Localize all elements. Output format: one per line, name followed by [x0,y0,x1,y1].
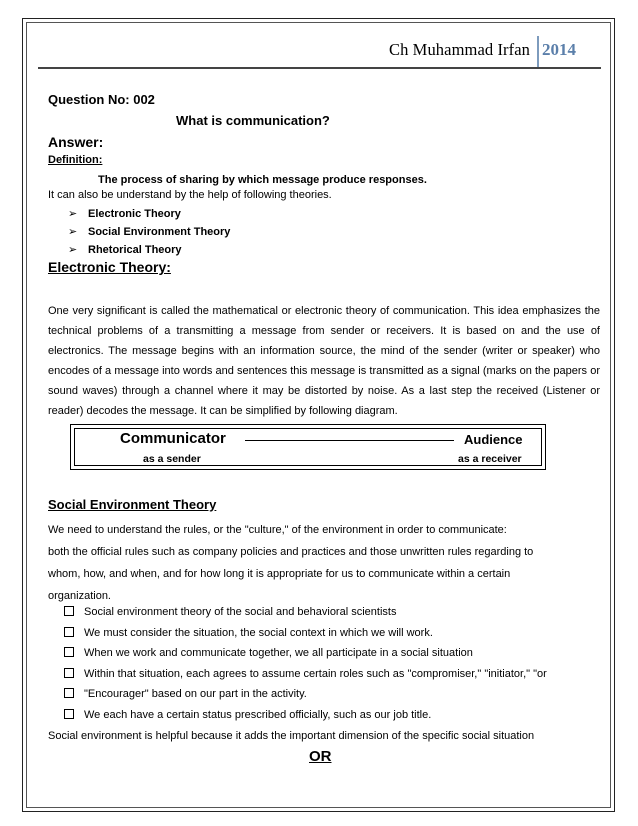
theory-item: ➢ Social Environment Theory [68,226,231,238]
definition-also: It can also be understand by the help of following theories. [48,189,332,201]
social-list-item: We each have a certain status prescribed officially, such as our job title. [64,709,431,721]
checkbox-bullet-icon [64,647,74,657]
social-list-item: Within that situation, each agrees to assume certain roles such as "compromiser," "initiator," "or [64,668,547,680]
social-list-item: We must consider the situation, the social context in which we will work. [64,627,433,639]
electronic-theory-heading: Electronic Theory: [48,259,171,275]
social-text-line: whom, how, and when, and for how long it is appropriate for us to communicate within a certain [48,568,511,580]
header-author: Ch Muhammad Irfan [389,40,530,59]
header-divider [537,36,539,67]
or-label: OR [309,748,332,765]
theory-item: ➢ Electronic Theory [68,208,181,220]
social-list-item: When we work and communicate together, we all participate in a social situation [64,647,473,659]
checkbox-bullet-icon [64,668,74,678]
social-text-line: organization. [48,590,111,602]
header-rule [38,67,601,69]
diagram-connector-line [245,440,454,441]
definition-label: Definition: [48,154,103,166]
social-closing: Social environment is helpful because it adds the important dimension of the specific social situation [48,730,535,742]
social-list-item: Social environment theory of the social and behavioral scientists [64,606,396,618]
social-text-line: both the official rules such as company policies and practices and those unwritten rules regarding to [48,546,534,558]
social-theory-heading: Social Environment Theory [48,497,217,512]
checkbox-bullet-icon [64,627,74,637]
answer-label: Answer: [48,134,104,150]
arrow-bullet-icon: ➢ [68,226,78,238]
definition-text: The process of sharing by which message produce responses. [98,174,427,186]
social-list-item: "Encourager" based on our part in the activity. [64,688,307,700]
electronic-theory-paragraph: One very significant is called the mathematical or electronic theory of communication. This idea emphasizes the technical problems of a transmitting a message from sender or receivers. It is based on and the use of electronics. The message begins with an information source, the mind of the sender (writer or speaker) who encodes of a message into words and sentences this message is transmitted as a signal (marks on the papers or sound waves) through a channel where it may be distorted by noise. As a last step the received (Listener or reader) decodes the message. It can be simplified by following diagram. [48,305,600,417]
question-number: Question No: 002 [48,92,155,107]
theory-item: ➢ Rhetorical Theory [68,244,182,256]
diagram-communicator: Communicator [120,430,226,447]
checkbox-bullet-icon [64,606,74,616]
question-title: What is communication? [176,113,330,128]
diagram-audience: Audience [464,432,523,447]
checkbox-bullet-icon [64,688,74,698]
checkbox-bullet-icon [64,709,74,719]
arrow-bullet-icon: ➢ [68,208,78,220]
header-year: 2014 [542,40,576,59]
arrow-bullet-icon: ➢ [68,244,78,256]
social-text-line: We need to understand the rules, or the "culture," of the environment in order to communicate: [48,524,507,536]
diagram-sender-label: as a sender [143,453,201,465]
diagram-receiver-label: as a receiver [458,453,522,465]
